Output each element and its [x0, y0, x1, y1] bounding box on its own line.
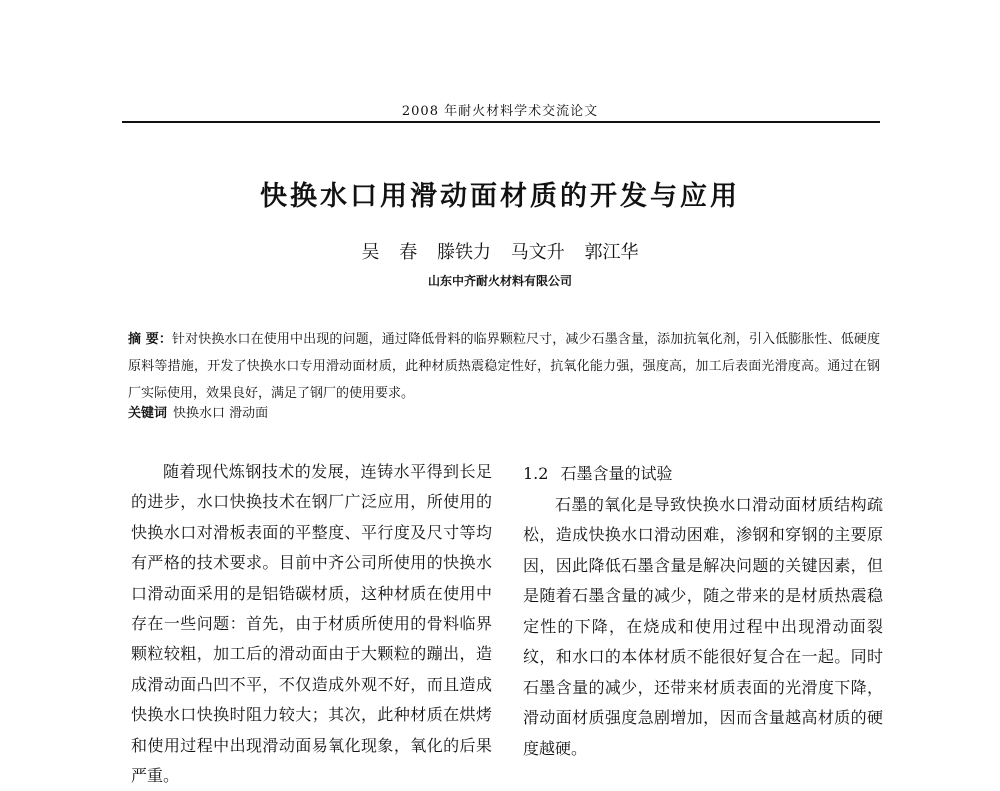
author-name: 郭江华	[584, 242, 639, 263]
abstract-label: 摘 要：	[128, 332, 172, 347]
section-heading	[523, 459, 883, 490]
body-paragraph: 石墨的氧化是导致快换水口滑动面材质结构疏松，造成快换水口滑动困难，渗钢和穿钢的主要原因，因此降低石墨含量是解决问题的关键因素，但是随着石墨含量的减少，随之带来的是材质热震稳定性的下降，在烧成和使用过程中出现滑动面裂纹，和水口的本体材质不能很好复合在一起。同时石墨含量的减少，还带来材质表面的光滑度下降，滑动面材质强度急剧增加，因而含量越高材质的硬度越硬。	[523, 494, 883, 758]
left-column	[131, 457, 492, 791]
affiliation: 山东中齐耐火材料有限公司	[427, 274, 572, 288]
section-number: 1.2	[523, 464, 549, 483]
abstract-text: 针对快换水口在使用中出现的问题，通过降低骨料的临界颗粒尺寸，减少石墨含量，添加抗氧化剂，引入低膨胀性、低硬度原料等措施，开发了快换水口专用滑动面材质，此种材质热震稳定性好，抗氧化能力强，强度高，加工后表面光滑度高。通过在钢厂实际使用，效果良好，满足了钢厂的使用要求。	[128, 332, 880, 401]
author-name: 滕铁力	[437, 242, 491, 263]
author-name: 吴 春	[361, 242, 418, 263]
author-name: 马文升	[510, 242, 565, 263]
abstract	[128, 326, 880, 407]
keywords	[128, 404, 880, 424]
keywords-label: 关键词	[128, 406, 168, 421]
right-column	[523, 459, 883, 764]
running-header: 2008 年耐火材料学术交流论文	[401, 104, 599, 119]
header-rule	[122, 121, 880, 123]
author-list	[0, 238, 1000, 264]
keywords-text: 快换水口 滑动面	[173, 406, 269, 421]
paper-title: 快换水口用滑动面材质的开发与应用	[260, 181, 740, 212]
section-title: 石墨含量的试验	[560, 464, 673, 483]
body-paragraph: 随着现代炼钢技术的发展，连铸水平得到长足的进步，水口快换技术在钢厂广泛应用，所使用的快换水口对滑板表面的平整度、平行度及尺寸等均有严格的技术要求。目前中齐公司所使用的快换水口滑动面采用的是铝锆碳材质，这种材质在使用中存在一些问题：首先，由于材质所使用的骨料临界颗粒较粗，加工后的滑动面由于大颗粒的蹦出，造成滑动面凸凹不平，不仅造成外观不好，而且造成快换水口快换时阻力较大；其次，此种材质在烘烤和使用过程中出现滑动面易氧化现象，氧化的后果严重。	[131, 462, 492, 786]
